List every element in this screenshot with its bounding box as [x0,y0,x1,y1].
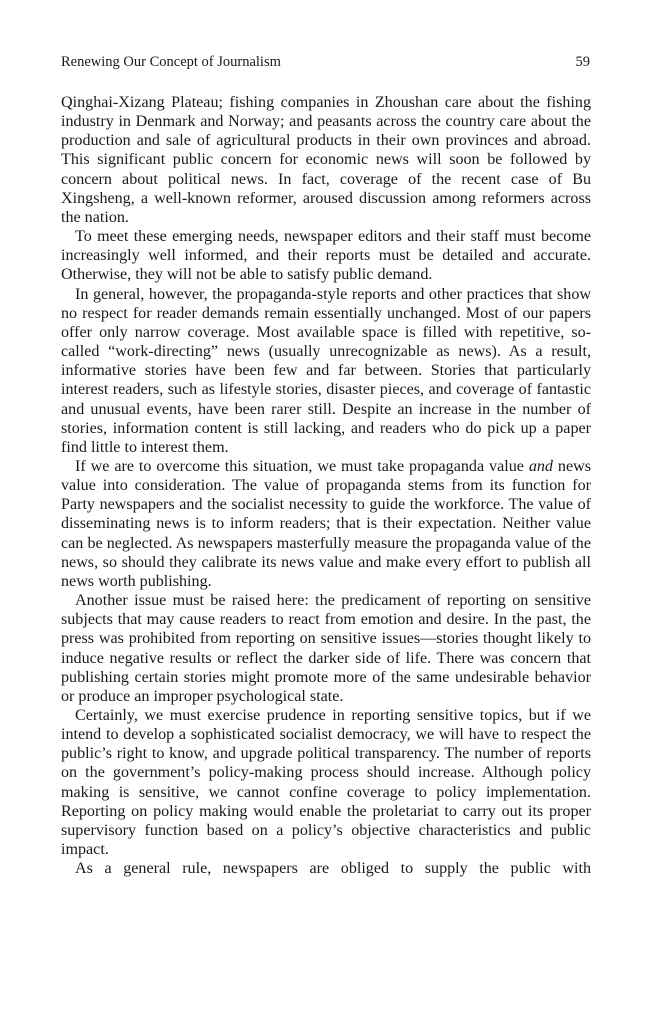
paragraph-3: In general, however, the propaganda-style reports and other practices that show no respect for reader demands remain essentially unchanged. Most of our papers offer only narrow coverage. Most available space is filled with repetitive, so-called “work-directing” news (usually unrecognizable as news). As a result, informative stories have been few and far between. Stories that particularly interest readers, such as lifestyle stories, disaster pieces, and coverage of fantastic and unusual events, have been rarer still. Despite an increase in the number of stories, information content is still lacking, and readers who do pick up a paper find little to interest them. [61,285,591,456]
running-title: Renewing Our Concept of Journalism [61,54,281,70]
page-number: 59 [575,54,590,70]
paragraph-4-emphasis: and [528,457,553,475]
paragraph-2: To meet these emerging needs, newspaper editors and their staff must become increasingly well informed, and their reports must be detailed and accurate. Otherwise, they will not be able to satisfy public demand. [61,228,591,284]
running-header [61,53,590,71]
paragraph-4-text-before: If we are to overcome this situation, we must take propaganda value [75,457,529,475]
paragraph-7: As a general rule, newspapers are obliged to supply the public with [75,860,591,878]
paragraph-4-text-after: news value into consideration. The value of propaganda stems from its function for Party newspapers and the socialist necessity to guide the workforce. The value of disseminating news is to inform readers; that is their expectation. Neither value can be neglected. As newspapers masterfully measure the propaganda value of the news, so should they calibrate its news value and make every effort to publish all news worth publishing. [61,457,591,590]
paragraph-4 [61,457,591,591]
paragraph-5: Another issue must be raised here: the predicament of reporting on sensitive subjects that may cause readers to react from emotion and desire. In the past, the press was prohibited from reporting on sensitive issues—stories thought likely to induce negative results or reflect the darker side of life. There was concern that publishing certain stories might promote more of the same undesirable behavior or produce an improper psychological state. [61,592,591,705]
paragraph-6: Certainly, we must exercise prudence in reporting sensitive topics, but if we intend to develop a sophisticated socialist democracy, we will have to respect the public’s right to know, and upgrade political transparency. The number of reports on the government’s policy-making process should increase. Although policy making is sensitive, we cannot confine coverage to policy implementation. Reporting on policy making would enable the proletariat to carry out its proper supervisory function based on a policy’s objective characteristics and public impact. [61,707,591,859]
paragraph-1: Qinghai-Xizang Plateau; fishing companies in Zhoushan care about the fishing industry in Denmark and Norway; and peasants across the country care about the production and sale of agricultural products in their own provinces and abroad. This significant public concern for economic news will soon be followed by concern about political news. In fact, coverage of the recent case of Bu Xingsheng, a well-known reformer, aroused discussion among reformers across the nation. [61,94,591,226]
body-text [61,93,591,878]
